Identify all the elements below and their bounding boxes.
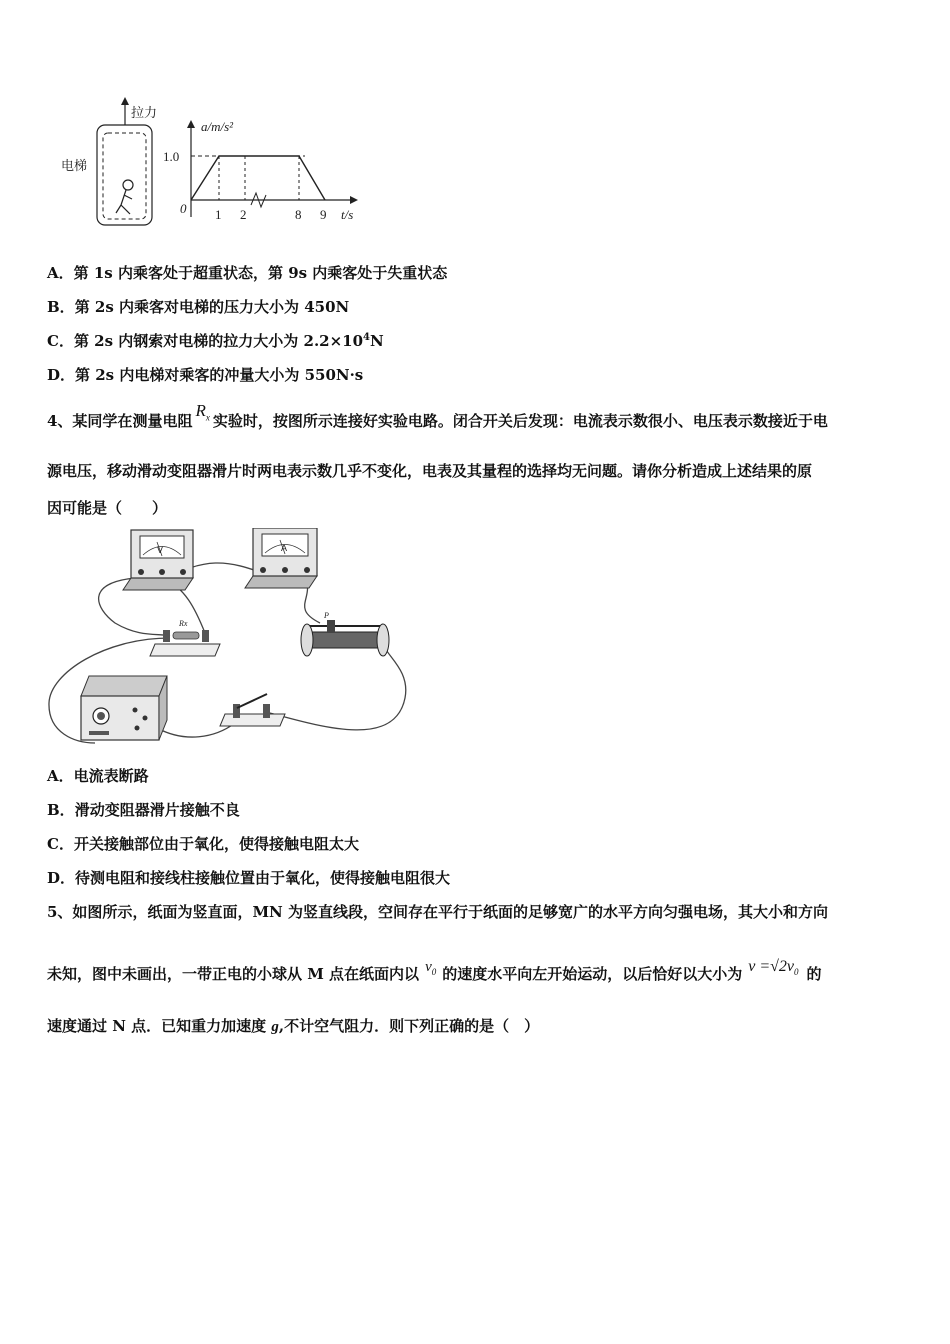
rheostat-slider-symbol: P bbox=[324, 611, 329, 620]
ammeter-symbol: A bbox=[281, 543, 288, 553]
q3-option-c-text: 第 2s 内钢索对电梯的拉力大小为 2.2×10 bbox=[73, 332, 364, 350]
q4-stem-post: 实验时，按图所示连接好实验电路。闭合开关后发现：电流表示数很小、电压表示数接近于电 bbox=[212, 412, 828, 430]
elevator-label: 电梯 bbox=[61, 159, 88, 174]
q4-resistor-sub: x bbox=[205, 412, 210, 423]
y-axis-arrow bbox=[187, 120, 195, 128]
q4-option-c-letter: C． bbox=[47, 835, 74, 853]
q4-option-d bbox=[47, 867, 450, 888]
q4-option-b-text: 滑动变阻器滑片接触不良 bbox=[74, 801, 240, 819]
x-tick-9: 9 bbox=[320, 207, 327, 222]
q4-option-a-letter: A． bbox=[47, 767, 74, 785]
q3-option-b bbox=[47, 296, 349, 317]
q4-option-a bbox=[47, 765, 149, 786]
q4-option-d-letter: D． bbox=[47, 869, 76, 887]
q3-option-b-letter: B． bbox=[47, 298, 75, 316]
wire-switch-to-rheostat bbox=[270, 648, 406, 730]
q5-stem-line3-post: ,不计空气阻力．则下列正确的是（ ） bbox=[278, 1017, 540, 1035]
origin-label: 0 bbox=[180, 201, 187, 216]
q3-option-d bbox=[47, 364, 363, 385]
q5-stem-line2-post: 的 bbox=[806, 965, 822, 983]
q3-option-d-text: 第 2s 内电梯对乘客的冲量大小为 550N·s bbox=[75, 366, 364, 384]
x-tick-8: 8 bbox=[295, 207, 302, 222]
voltmeter-symbol: V bbox=[157, 545, 164, 555]
rheostat bbox=[301, 611, 389, 656]
acceleration-curve bbox=[191, 156, 325, 200]
elevator-outer bbox=[97, 125, 152, 225]
x-tick-1: 1 bbox=[215, 207, 222, 222]
q3-option-b-text: 第 2s 内乘客对电梯的压力大小为 450N bbox=[74, 298, 350, 316]
q4-stem-line1 bbox=[47, 401, 828, 432]
q5-stem-line2 bbox=[47, 958, 822, 985]
q5-stem-line3 bbox=[47, 1015, 539, 1036]
q4-stem-line2: 源电压，移动滑动变阻器滑片时两电表示数几乎不变化，电表及其量程的选择均无问题。请你分析造成上述结果的原 bbox=[47, 462, 813, 480]
q4-option-c-text: 开关接触部位由于氧化，使得接触电阻太大 bbox=[73, 835, 359, 853]
q4-option-c bbox=[47, 833, 359, 854]
q3-option-c-unit: N bbox=[370, 332, 384, 350]
circuit-apparatus-figure bbox=[45, 528, 415, 750]
q5-speed-formula-sub: 0 bbox=[794, 967, 799, 978]
axis-break bbox=[251, 193, 266, 207]
x-tick-2: 2 bbox=[240, 207, 247, 222]
passenger-figure bbox=[116, 180, 133, 214]
force-arrowhead bbox=[121, 97, 129, 105]
knife-switch bbox=[220, 694, 285, 726]
q3-option-c bbox=[47, 330, 384, 351]
q5-v0-symbol bbox=[425, 959, 436, 975]
q3-option-a-letter: A． bbox=[47, 264, 74, 282]
x-axis-label: t/s bbox=[341, 207, 354, 222]
q5-v0-letter: v bbox=[425, 959, 432, 975]
q3-option-a bbox=[47, 262, 447, 283]
q5-v0-sub: 0 bbox=[431, 967, 437, 977]
ammeter bbox=[245, 528, 317, 588]
force-label: 拉力 bbox=[131, 106, 158, 121]
q5-speed-formula-text: v =√2v bbox=[748, 958, 795, 975]
power-supply bbox=[81, 676, 167, 740]
q4-option-d-text: 待测电阻和接线柱接触位置由于氧化，使得接触电阻很大 bbox=[75, 869, 451, 887]
y-tick-label: 1.0 bbox=[163, 149, 180, 164]
resistor-symbol: Rx bbox=[179, 619, 188, 628]
q5-stem-line3-pre: 速度通过 N 点．已知重力加速度 bbox=[47, 1017, 272, 1035]
q4-option-a-text: 电流表断路 bbox=[73, 767, 149, 785]
q3-option-c-exponent: 4 bbox=[363, 332, 371, 343]
q5-stem-line1: 5、如图所示，纸面为竖直面，MN 为竖直线段，空间存在平行于纸面的足够宽广的水平方向匀强电场，其大小和方向 bbox=[47, 903, 828, 921]
x-axis-arrow bbox=[350, 196, 358, 204]
q5-stem-line2-mid: 的速度水平向左开始运动，以后恰好以大小为 bbox=[442, 965, 743, 983]
q5-stem-line2-pre: 未知，图中未画出，一带正电的小球从 M 点在纸面内以 bbox=[47, 965, 420, 983]
q5-g-symbol: g bbox=[271, 1019, 279, 1035]
y-axis-label: a/m/s² bbox=[201, 119, 234, 134]
q4-option-b bbox=[47, 799, 240, 820]
voltmeter bbox=[123, 530, 193, 590]
q4-stem-pre: 4、某同学在测量电阻 bbox=[47, 412, 193, 430]
elevator-inner bbox=[103, 133, 146, 219]
q5-speed-formula bbox=[748, 958, 799, 978]
q4-stem-line3: 因可能是（ ） bbox=[47, 499, 168, 517]
q3-option-d-letter: D． bbox=[47, 366, 76, 384]
q4-resistor-symbol bbox=[195, 401, 210, 423]
q4-option-b-letter: B． bbox=[47, 801, 75, 819]
q4-resistor-R: R bbox=[195, 401, 206, 420]
resistor-board bbox=[150, 619, 220, 656]
q3-option-c-letter: C． bbox=[47, 332, 74, 350]
elevator-at-graph-figure bbox=[55, 95, 375, 235]
q3-option-a-text: 第 1s 内乘客处于超重状态，第 9s 内乘客处于失重状态 bbox=[73, 264, 448, 282]
